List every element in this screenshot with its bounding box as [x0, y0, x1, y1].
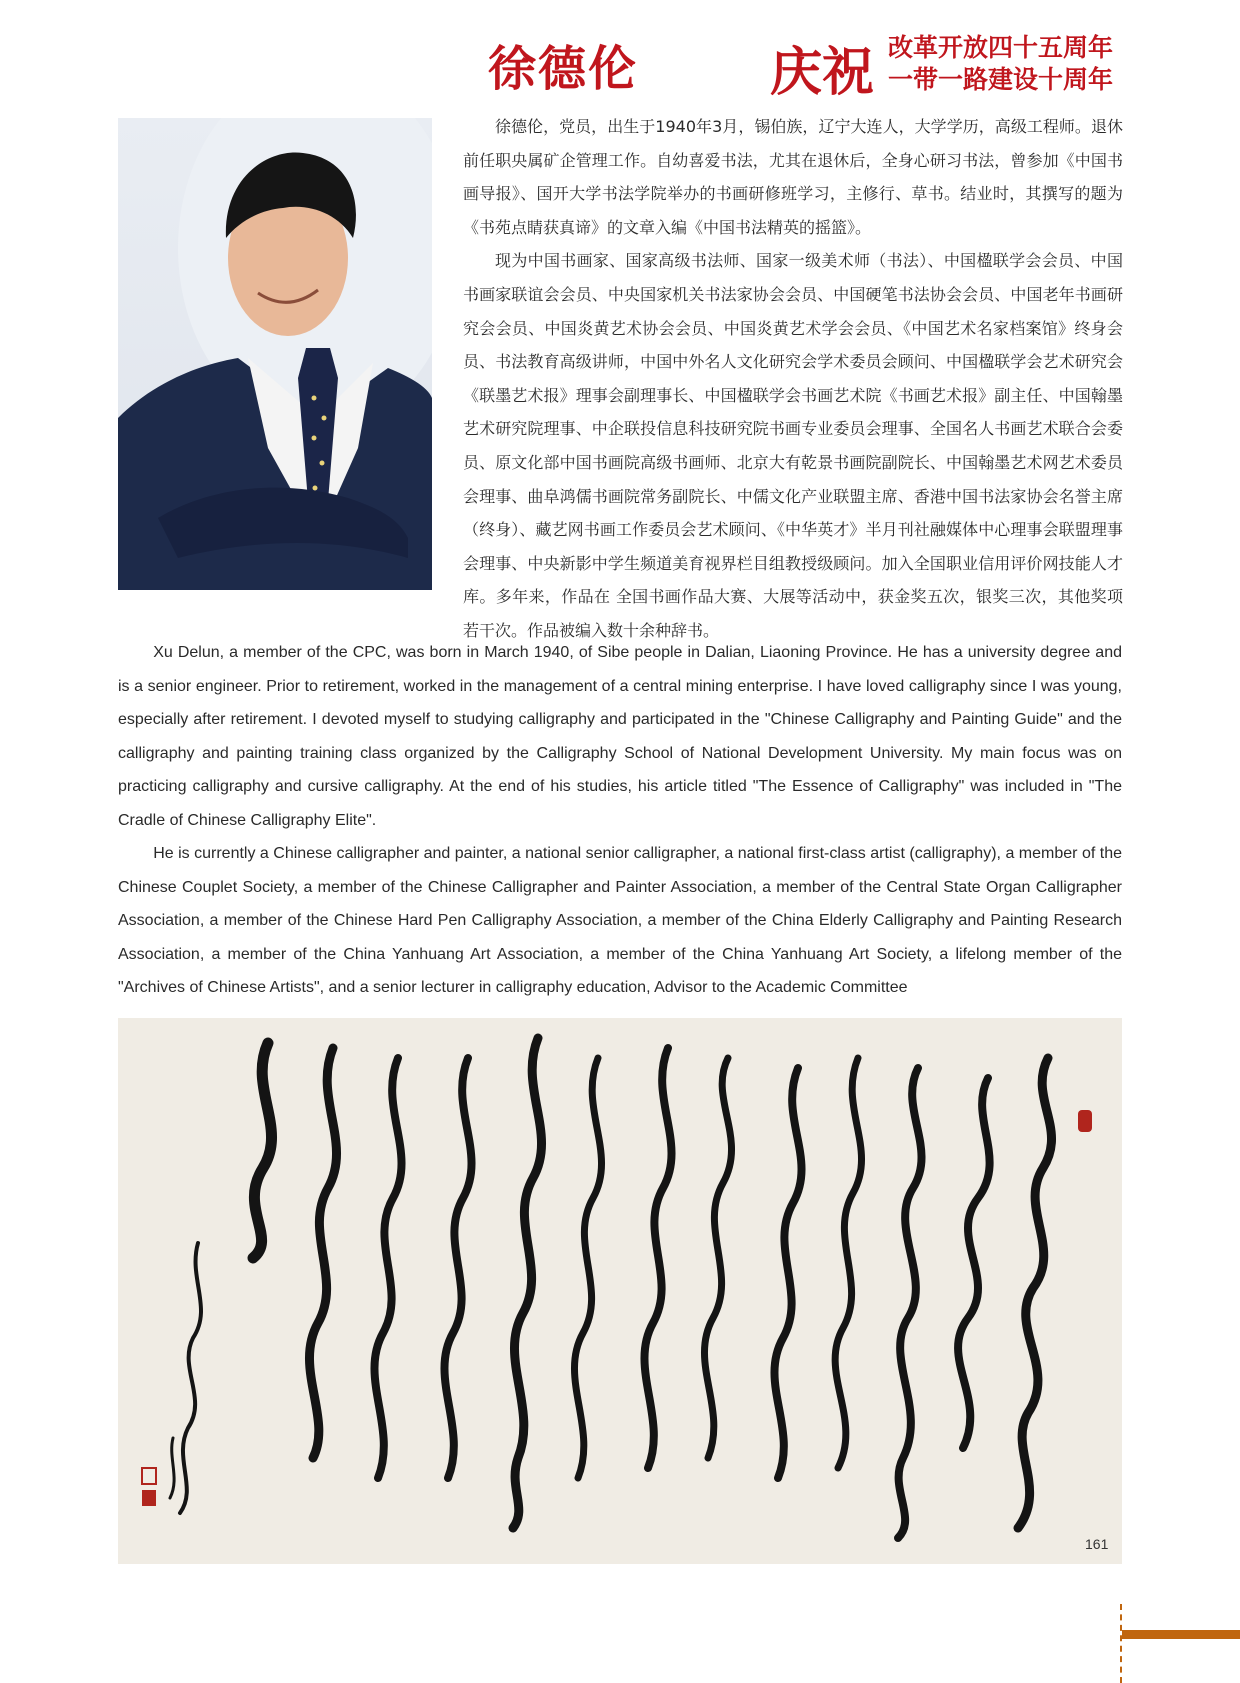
english-biography [118, 636, 1122, 1005]
anniversary-line-2: 一带一路建设十周年 [888, 65, 1114, 94]
portrait-illustration [118, 118, 432, 590]
anniversary-heading [888, 32, 1113, 96]
footer-dashed-rule [1120, 1604, 1122, 1683]
anniversary-line-1: 改革开放四十五周年 [888, 33, 1114, 62]
footer-accent-bar [1122, 1630, 1240, 1639]
chinese-bio-paragraph-1: 徐德伦，党员，出生于1940年3月，锡伯族，辽宁大连人，大学学历，高级工程师。退休前任职央属矿企管理工作。自幼喜爱书法，尤其在退休后，全身心研习书法，曾参加《中国书画导报》、国开大学书法学院举办的书画研修班学习，主修行、草书。结业时，其撰写的题为《书苑点睛获真谛》的文章入编《中国书法精英的摇篮》。 [463, 117, 1123, 237]
author-portrait-photo [118, 118, 432, 590]
author-name-title: 徐德伦 [488, 41, 639, 97]
cursive-calligraphy-image [118, 1018, 1122, 1564]
celebrate-heading: 庆祝 [770, 42, 875, 103]
english-bio-paragraph-2: He is currently a Chinese calligrapher and painter, a national senior calligrapher, a national first-class artist (calligraphy), a member of the Chinese Couplet Society, a member of the Chinese Calligrapher and Painter Association, a member of the Central State Organ Calligrapher Association, a member of the Chinese Hard Pen Calligraphy Association, a member of the China Elderly Calligraphy and Painting Research Association, a member of the China Yanhuang Art Association, a member of the China Yanhuang Art Society, a lifelong member of the "Archives of Chinese Artists", and a senior lecturer in calligraphy education, Advisor to the Academic Committee [118, 845, 1122, 996]
chinese-biography [463, 110, 1123, 648]
page-number: 161 [1085, 1536, 1109, 1552]
english-bio-paragraph-1: Xu Delun, a member of the CPC, was born in March 1940, of Sibe people in Dalian, Liaoning Province. He has a university degree and is a senior engineer. Prior to retirement, worked in the management of a central mining enterprise. I have loved calligraphy since I was young, especially after retirement. I devoted myself to studying calligraphy and participated in the "Chinese Calligraphy and Painting Guide" and the calligraphy and painting training class organized by the Calligraphy School of National Development University. My main focus was on practicing calligraphy and cursive calligraphy. At the end of his studies, his article titled "The Essence of Calligraphy" was included in "The Cradle of Chinese Calligraphy Elite". [118, 644, 1122, 829]
calligraphy-artwork [118, 1018, 1122, 1564]
chinese-bio-paragraph-2: 现为中国书画家、国家高级书法师、国家一级美术师（书法）、中国楹联学会会员、中国书画家联谊会会员、中央国家机关书法家协会会员、中国硬笔书法协会会员、中国老年书画研究会会员、中国炎黄艺术协会会员、中国炎黄艺术学会会员、《中国艺术名家档案馆》终身会员、书法教育高级讲师，中国中外名人文化研究会学术委员会顾问、中国楹联学会艺术研究会《联墨艺术报》理事会副理事长、中国楹联学会书画艺术院《书画艺术报》副主任、中国翰墨艺术研究院理事、中企联投信息科技研究院书画专业委员会理事、全国名人书画艺术联合会委员、原文化部中国书画院高级书画师、北京大有乾景书画院副院长、中国翰墨艺术网艺术委员会理事、曲阜鸿儒书画院常务副院长、中儒文化产业联盟主席、香港中国书法家协会名誉主席（终身）、藏艺网书画工作委员会艺术顾问、《中华英才》半月刊社融媒体中心理事会联盟理事会理事、中央新影中学生频道美育视界栏目组教授级顾问。加入全国职业信用评价网技能人才库。多年来，作品在 全国书画作品大赛、大展等活动中，获金奖五次，银奖三次，其他奖项若干次。作品被编入数十余种辞书。 [463, 251, 1123, 640]
